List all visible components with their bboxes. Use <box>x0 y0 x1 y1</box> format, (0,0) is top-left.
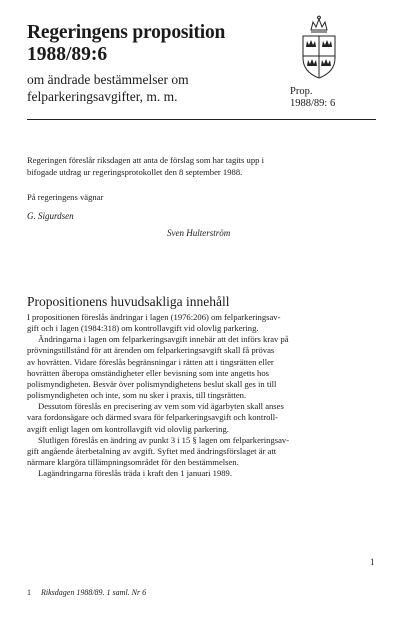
proposition-number: 1988/89:6 <box>27 44 108 65</box>
prop-number: 1988/89: 6 <box>290 98 336 109</box>
summary-line: gift och i lagen (1984:318) om kontrollavgift vid olovlig parkering. <box>27 323 259 334</box>
intro-line-1: Regeringen föreslår riksdagen att anta de förslag som har tagits upp i <box>27 155 264 165</box>
header-divider <box>27 119 376 120</box>
summary-line: gift angående återbetalning av avgift. Syftet med ändringsförslaget är att <box>27 445 277 456</box>
footer <box>27 588 146 597</box>
summary-line: hovrätten åberopa omständigheter eller bevisning som inte angetts hos <box>27 367 269 378</box>
summary-line: I propositionen föreslås ändringar i lagen (1976:206) om felparkeringsav- <box>27 312 281 322</box>
summary-line: polismyndigheten och inte, som nu sker i praxis, till tingsrätten. <box>27 390 247 401</box>
summary-line: polismyndigheten. Besvär över polismyndighetens beslut skall ges in till <box>27 378 277 389</box>
document-title: Regeringens proposition <box>27 22 226 43</box>
page-number: 1 <box>370 557 375 567</box>
summary-line: Slutligen föreslås en ändring av punkt 3 i 15 § lagen om felparkeringsav- <box>38 434 290 445</box>
prop-label: Prop. <box>290 86 313 97</box>
summary-line: av hovrätten. Vidare föreslås begränsningar i rätten att i tingsrätten eller <box>27 356 274 367</box>
document-subtitle <box>27 71 287 105</box>
summary-heading: Propositionens huvudsakliga innehåll <box>27 294 230 309</box>
footer-number: 1 <box>27 588 31 597</box>
summary-line: avgift enligt lagen om kontrollavgift vid olovlig parkering. <box>27 423 229 434</box>
intro-line-2: bifogade utdrag ur regeringsprotokollet den 8 september 1988. <box>27 167 243 177</box>
summary-line: Dessutom föreslås en precisering av vem som vid ägarbyten skall anses <box>38 401 284 412</box>
summary-line: Lagändringarna föreslås träda i kraft den 1 januari 1989. <box>38 468 232 479</box>
summary-body <box>27 312 327 479</box>
summary-line: närmare klargöra tillämpningsområdet för den bestämmelsen. <box>27 457 239 468</box>
subtitle-line-1: om ändrade bestämmelser om <box>27 72 189 87</box>
intro-paragraph <box>27 154 327 178</box>
signature-hulterstrom: Sven Hulterström <box>167 228 231 238</box>
swedish-coat-of-arms-icon <box>296 14 342 84</box>
prop-reference <box>290 86 335 110</box>
signature-sigurdsen: G. Sigurdsen <box>27 211 74 221</box>
summary-line: vara fordonsägare och därmed svara för felparkeringsavgift och kontroll- <box>27 412 279 423</box>
footer-source: Riksdagen 1988/89. 1 saml. Nr 6 <box>41 588 147 597</box>
on-behalf-text: På regeringens vägnar <box>27 192 104 202</box>
subtitle-line-2: felparkeringsavgifter, m. m. <box>27 89 178 104</box>
summary-line: prövningstillstånd för att ärenden om felparkeringsavgift skall få prövas <box>27 345 275 356</box>
summary-line: Ändringarna i lagen om felparkeringsavgift innebär att det införs krav på <box>38 334 289 345</box>
